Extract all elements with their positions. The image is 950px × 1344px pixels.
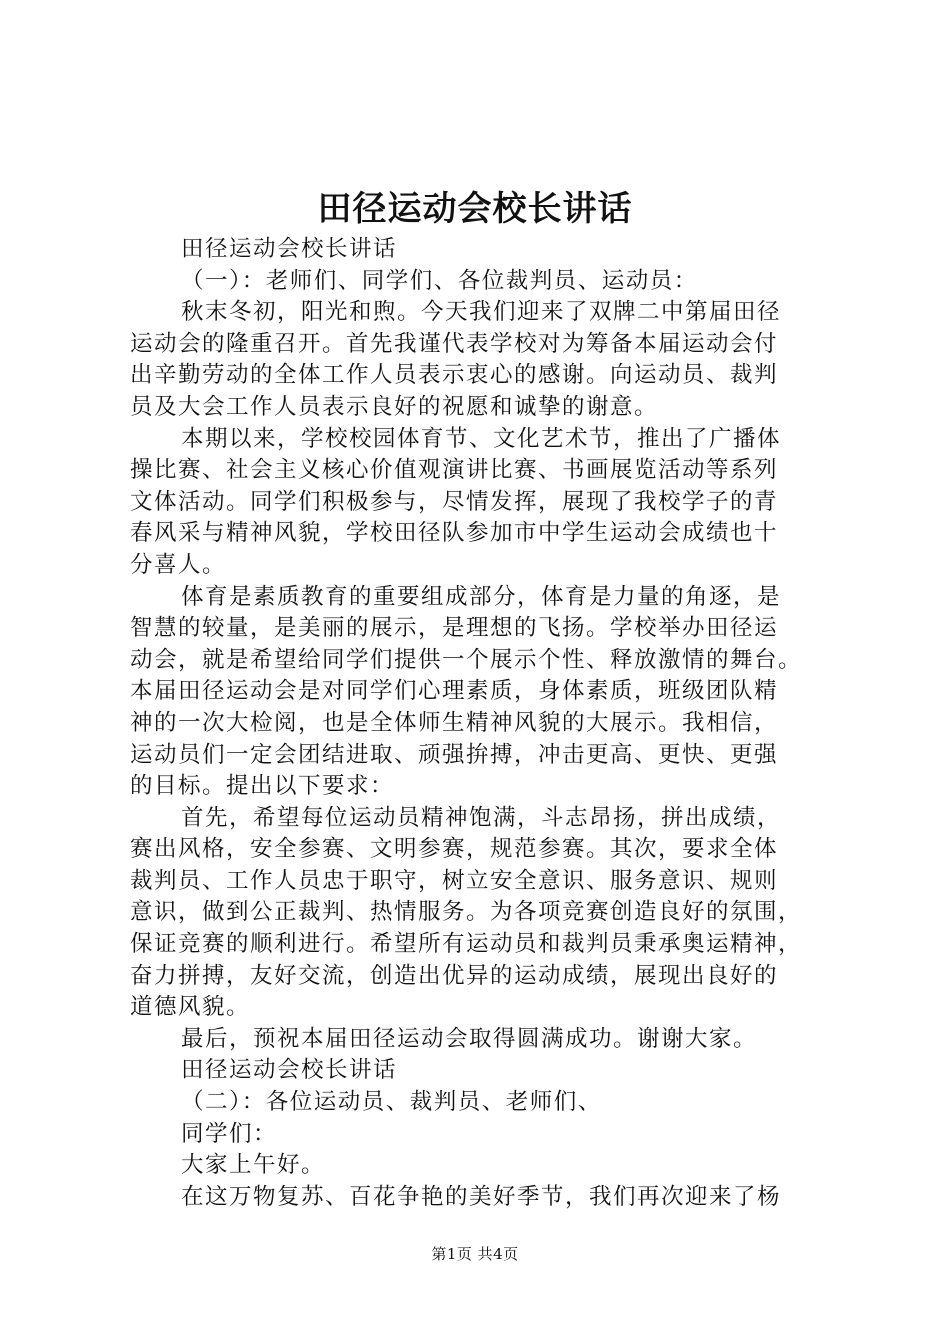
text-line: 分喜人。 [130, 551, 227, 578]
text-line: 裁判员、工作人员忠于职守，树立安全意识、服务意识、规则 [130, 867, 779, 894]
text-line: 运动员们一定会团结进取、顽强拚搏，冲击更高、更快、更强 [130, 741, 779, 768]
text-line: 智慧的较量，是美丽的展示，是理想的飞扬。学校举办田径运 [130, 615, 779, 642]
text-line: （一）：老师们、同学们、各位裁判员、运动员： [181, 267, 698, 294]
text-line: 秋末冬初，阳光和煦。今天我们迎来了双牌二中第届田径 [181, 299, 782, 326]
text-line: 在这万物复苏、百花争艳的美好季节，我们再次迎来了杨 [181, 1183, 782, 1210]
text-line: 大家上午好。 [181, 1152, 326, 1179]
text-line: 赛出风格，安全参赛、文明参赛，规范参赛。其次，要求全体 [130, 836, 779, 863]
text-line: 田径运动会校长讲话 [181, 236, 398, 262]
text-line: （二）：各位运动员、裁判员、老师们、 [181, 1089, 602, 1116]
text-line: 保证竞赛的顺利进行。希望所有运动员和裁判员秉承奥运精神， [130, 931, 803, 958]
text-line: 体育是素质教育的重要组成部分，体育是力量的角逐，是 [181, 583, 782, 610]
page-footer: 第1页 共4页 [431, 1245, 519, 1263]
text-line: 动会，就是希望给同学们提供一个展示个性、释放激情的舞台。 [130, 646, 803, 673]
text-line: 员及大会工作人员表示良好的祝愿和诚挚的谢意。 [130, 393, 659, 420]
text-line: 运动会的隆重召开。首先我谨代表学校对为筹备本届运动会付 [130, 330, 779, 357]
text-line: 操比赛、社会主义核心价值观演讲比赛、书画展览活动等系列 [130, 457, 779, 484]
text-line: 本期以来，学校校园体育节、文化艺术节，推出了广播体 [181, 425, 782, 452]
text-line: 意识，做到公正裁判、热情服务。为各项竞赛创造良好的氛围， [130, 899, 803, 926]
text-line: 田径运动会校长讲话 [181, 1057, 398, 1084]
text-line: 首先，希望每位运动员精神饱满，斗志昂扬，拼出成绩， [181, 804, 782, 831]
text-line: 文体活动。同学们积极参与，尽情发挥，展现了我校学子的青 [130, 488, 779, 515]
text-line: 最后，预祝本届田径运动会取得圆满成功。谢谢大家。 [181, 1025, 758, 1052]
text-line: 出辛勤劳动的全体工作人员表示衷心的感谢。向运动员、裁判 [130, 362, 779, 389]
text-line: 春风采与精神风貌，学校田径队参加市中学生运动会成绩也十 [130, 520, 779, 547]
text-line: 本届田径运动会是对同学们心理素质，身体素质，班级团队精 [130, 678, 779, 705]
document-title: 田径运动会校长讲话 [317, 189, 633, 229]
text-line: 神的一次大检阅，也是全体师生精神风貌的大展示。我相信， [130, 709, 779, 736]
text-line: 的目标。提出以下要求： [130, 773, 395, 800]
document-body [130, 234, 835, 1213]
text-line: 同学们： [181, 1120, 278, 1147]
text-line: 奋力拼搏，友好交流，创造出优异的运动成绩，展现出良好的 [130, 962, 779, 989]
text-line: 道德风貌。 [130, 994, 251, 1021]
